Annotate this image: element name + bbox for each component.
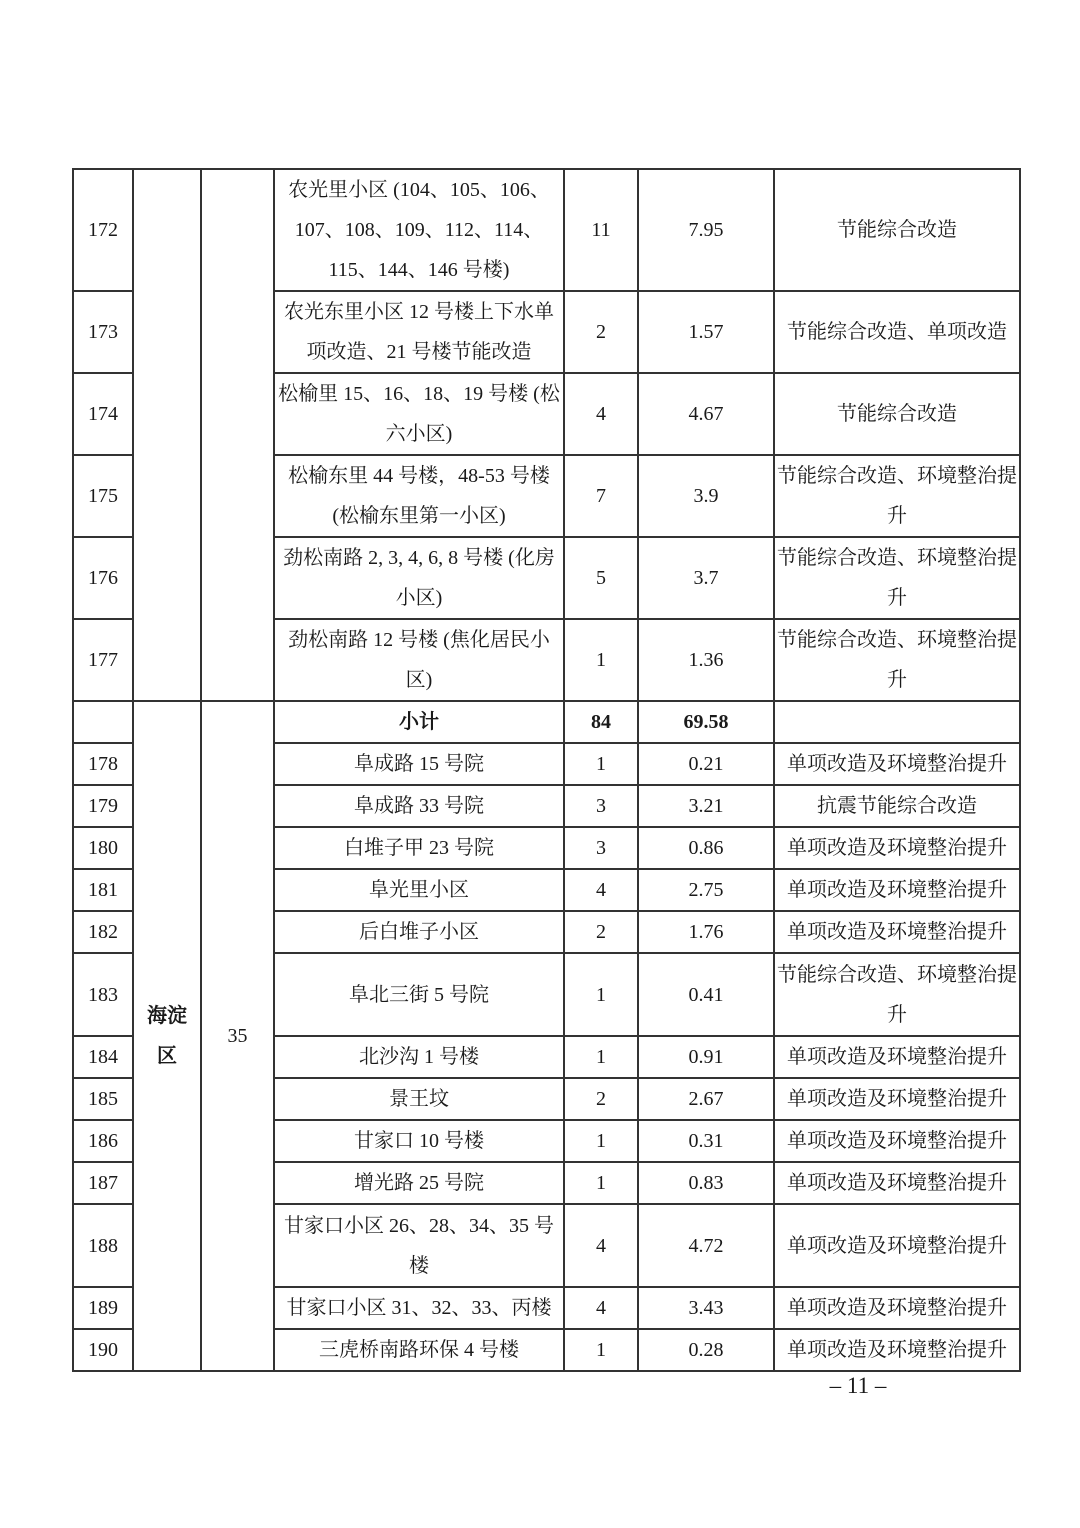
- building-count-cell: 1: [564, 1329, 638, 1371]
- project-name-cell: 景王坟: [274, 1078, 564, 1120]
- renovation-type-cell: 单项改造及环境整治提升: [774, 1204, 1020, 1287]
- row-number-cell: 188: [73, 1204, 133, 1287]
- project-name-cell: 农光里小区 (104、105、106、107、108、109、112、114、115、144、146 号楼): [274, 169, 564, 291]
- renovation-type-cell: 节能综合改造、环境整治提升: [774, 537, 1020, 619]
- area-cell: 4.67: [638, 373, 774, 455]
- building-count-cell: 11: [564, 169, 638, 291]
- building-count-cell: 3: [564, 785, 638, 827]
- row-number-cell: [73, 701, 133, 743]
- project-name-cell: 劲松南路 2, 3, 4, 6, 8 号楼 (化房小区): [274, 537, 564, 619]
- project-name-cell: 甘家口 10 号楼: [274, 1120, 564, 1162]
- project-name-cell: 阜北三街 5 号院: [274, 953, 564, 1036]
- row-number-cell: 183: [73, 953, 133, 1036]
- area-cell: 2.75: [638, 869, 774, 911]
- area-cell: 0.21: [638, 743, 774, 785]
- area-cell: 0.41: [638, 953, 774, 1036]
- project-name-cell: 松榆里 15、16、18、19 号楼 (松六小区): [274, 373, 564, 455]
- area-cell: 1.57: [638, 291, 774, 373]
- renovation-type-cell: 单项改造及环境整治提升: [774, 1120, 1020, 1162]
- project-name-cell: 农光东里小区 12 号楼上下水单项改造、21 号楼节能改造: [274, 291, 564, 373]
- row-number-cell: 180: [73, 827, 133, 869]
- row-number-cell: 177: [73, 619, 133, 701]
- project-name-cell: 阜光里小区: [274, 869, 564, 911]
- project-name-cell: 阜成路 15 号院: [274, 743, 564, 785]
- renovation-type-cell: 单项改造及环境整治提升: [774, 869, 1020, 911]
- building-count-cell: 4: [564, 1287, 638, 1329]
- renovation-type-cell: 节能综合改造、环境整治提升: [774, 953, 1020, 1036]
- building-count-cell: 1: [564, 953, 638, 1036]
- project-name-cell: 甘家口小区 31、32、33、丙楼: [274, 1287, 564, 1329]
- subtotal-row: [73, 701, 1020, 743]
- subtotal-area-cell: 69.58: [638, 701, 774, 743]
- renovation-type-cell: 单项改造及环境整治提升: [774, 743, 1020, 785]
- building-count-cell: 4: [564, 373, 638, 455]
- row-number-cell: 179: [73, 785, 133, 827]
- area-cell: 7.95: [638, 169, 774, 291]
- row-number-cell: 190: [73, 1329, 133, 1371]
- subtotal-building-count-cell: 84: [564, 701, 638, 743]
- building-count-cell: 1: [564, 1120, 638, 1162]
- renovation-type-cell: 单项改造及环境整治提升: [774, 1162, 1020, 1204]
- building-count-cell: 5: [564, 537, 638, 619]
- project-name-cell: 阜成路 33 号院: [274, 785, 564, 827]
- row-number-cell: 173: [73, 291, 133, 373]
- project-name-cell: 增光路 25 号院: [274, 1162, 564, 1204]
- area-cell: 3.43: [638, 1287, 774, 1329]
- renovation-type-cell: 节能综合改造: [774, 169, 1020, 291]
- row-number-cell: 186: [73, 1120, 133, 1162]
- project-name-cell: 三虎桥南路环保 4 号楼: [274, 1329, 564, 1371]
- project-name-cell: 劲松南路 12 号楼 (焦化居民小区): [274, 619, 564, 701]
- row-number-cell: 176: [73, 537, 133, 619]
- district-cell: [133, 701, 201, 1371]
- project-name-cell: 松榆东里 44 号楼，48-53 号楼 (松榆东里第一小区): [274, 455, 564, 537]
- renovation-type-cell: 单项改造及环境整治提升: [774, 827, 1020, 869]
- renovation-type-cell: 单项改造及环境整治提升: [774, 1329, 1020, 1371]
- subtotal-label-cell: 小计: [274, 701, 564, 743]
- project-name-cell: 白堆子甲 23 号院: [274, 827, 564, 869]
- subtotal-type-cell: [774, 701, 1020, 743]
- area-cell: 1.76: [638, 911, 774, 953]
- renovation-project-table: [72, 168, 1021, 1372]
- renovation-type-cell: 节能综合改造、环境整治提升: [774, 619, 1020, 701]
- renovation-type-cell: 单项改造及环境整治提升: [774, 1078, 1020, 1120]
- building-count-cell: 1: [564, 1162, 638, 1204]
- renovation-type-cell: 单项改造及环境整治提升: [774, 1287, 1020, 1329]
- renovation-type-cell: 单项改造及环境整治提升: [774, 911, 1020, 953]
- row-number-cell: 185: [73, 1078, 133, 1120]
- building-count-cell: 2: [564, 1078, 638, 1120]
- renovation-type-cell: 节能综合改造、单项改造: [774, 291, 1020, 373]
- area-cell: 1.36: [638, 619, 774, 701]
- area-cell: 3.7: [638, 537, 774, 619]
- project-name-cell: 甘家口小区 26、28、34、35 号楼: [274, 1204, 564, 1287]
- page-number: – 11 –: [829, 1373, 887, 1398]
- renovation-type-cell: 单项改造及环境整治提升: [774, 1036, 1020, 1078]
- area-cell: 0.28: [638, 1329, 774, 1371]
- renovation-type-cell: 节能综合改造、环境整治提升: [774, 455, 1020, 537]
- district-count-cell-prev: [201, 169, 274, 701]
- district-name: 海淀区: [147, 1005, 187, 1067]
- district-cell-prev: [133, 169, 201, 701]
- building-count-cell: 4: [564, 1204, 638, 1287]
- building-count-cell: 2: [564, 291, 638, 373]
- building-count-cell: 1: [564, 1036, 638, 1078]
- project-name-cell: 北沙沟 1 号楼: [274, 1036, 564, 1078]
- area-cell: 0.83: [638, 1162, 774, 1204]
- building-count-cell: 1: [564, 619, 638, 701]
- table-row-172: [73, 169, 1020, 291]
- area-cell: 3.9: [638, 455, 774, 537]
- row-number-cell: 184: [73, 1036, 133, 1078]
- row-number-cell: 172: [73, 169, 133, 291]
- row-number-cell: 182: [73, 911, 133, 953]
- area-cell: 0.31: [638, 1120, 774, 1162]
- area-cell: 0.91: [638, 1036, 774, 1078]
- area-cell: 3.21: [638, 785, 774, 827]
- building-count-cell: 2: [564, 911, 638, 953]
- renovation-type-cell: 节能综合改造: [774, 373, 1020, 455]
- building-count-cell: 1: [564, 743, 638, 785]
- row-number-cell: 174: [73, 373, 133, 455]
- area-cell: 4.72: [638, 1204, 774, 1287]
- project-name-cell: 后白堆子小区: [274, 911, 564, 953]
- row-number-cell: 187: [73, 1162, 133, 1204]
- area-cell: 2.67: [638, 1078, 774, 1120]
- renovation-type-cell: 抗震节能综合改造: [774, 785, 1020, 827]
- row-number-cell: 181: [73, 869, 133, 911]
- district-count-cell: 35: [201, 701, 274, 1371]
- row-number-cell: 178: [73, 743, 133, 785]
- area-cell: 0.86: [638, 827, 774, 869]
- building-count-cell: 7: [564, 455, 638, 537]
- building-count-cell: 4: [564, 869, 638, 911]
- row-number-cell: 189: [73, 1287, 133, 1329]
- building-count-cell: 3: [564, 827, 638, 869]
- row-number-cell: 175: [73, 455, 133, 537]
